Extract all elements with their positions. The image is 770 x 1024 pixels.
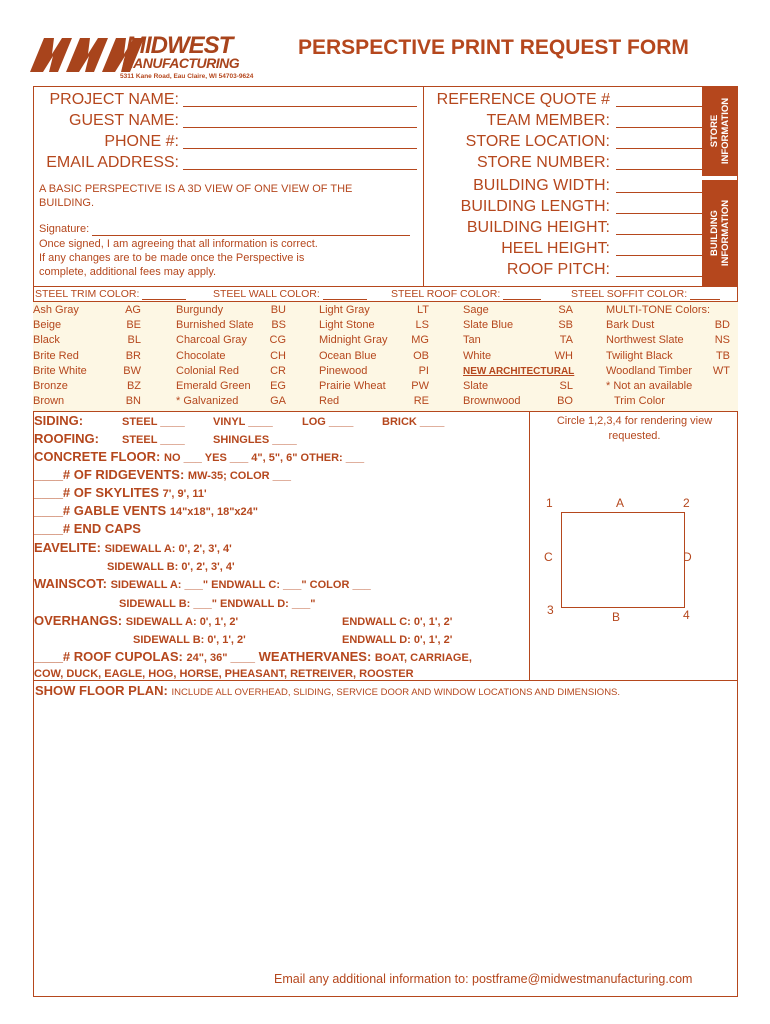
color-option — [319, 303, 429, 318]
building-tab-label: BUILDING INFORMATION — [709, 199, 731, 267]
skylites-options: 7', 9', 11' — [162, 488, 207, 500]
galvanized-note-1: * Not an available — [606, 379, 693, 392]
signature-note-2: If any changes are to be made once the Perspective is — [39, 252, 305, 264]
ridgevents-row — [34, 466, 291, 485]
color-name: Woodland Timber — [606, 364, 693, 377]
roofing-shingles-option: SHINGLES ____ — [213, 434, 297, 446]
color-option — [319, 349, 429, 364]
roof-pitch-field[interactable] — [616, 260, 704, 277]
store-location-row — [424, 132, 704, 152]
multi-tone-heading: MULTI-TONE Colors: — [606, 304, 711, 316]
gable-vents-options: 14"x18", 18"x24" — [169, 506, 258, 518]
color-name: Brownwood — [463, 395, 521, 408]
trim-color-row — [35, 288, 186, 300]
color-column-1 — [33, 303, 145, 409]
color-column-multitone — [606, 303, 732, 409]
color-name: Emerald Green — [176, 379, 251, 392]
soffit-color-row — [571, 288, 720, 300]
color-option — [463, 379, 573, 394]
page-title: PERSPECTIVE PRINT REQUEST FORM — [298, 36, 689, 59]
soffit-color-field[interactable] — [690, 289, 720, 300]
building-height-field[interactable] — [616, 218, 704, 235]
siding-vinyl-option: VINYL ____ — [213, 416, 273, 428]
color-option — [33, 379, 141, 394]
overhangs-endwall-c: ENDWALL C: 0', 1', 2' — [342, 616, 453, 628]
color-option — [319, 333, 429, 348]
overhangs-sidewall-b: SIDEWALL B: 0', 1', 2' — [133, 634, 246, 646]
color-code: CG — [269, 334, 286, 347]
galvanized-note-2: Trim Color — [614, 395, 665, 408]
siding-brick-option: BRICK ____ — [382, 416, 445, 428]
color-code: SL — [559, 379, 573, 392]
color-name: Midnight Gray — [319, 334, 388, 347]
floor-plan-drawing-area[interactable] — [35, 700, 735, 965]
color-option — [33, 349, 141, 364]
rendering-view-selector — [529, 412, 738, 680]
store-information-tab — [702, 86, 738, 176]
ridgevents-label: ____# OF RIDGEVENTS: — [34, 467, 185, 482]
color-option — [176, 379, 286, 394]
overhangs-row — [34, 612, 238, 631]
gable-vents-label: ____# GABLE VENTS — [34, 503, 167, 518]
roofing-steel-option: STEEL ____ — [122, 434, 185, 446]
color-code: BE — [126, 319, 141, 332]
wall-color-field[interactable] — [323, 289, 367, 300]
color-option — [606, 333, 730, 348]
color-code: SB — [558, 319, 573, 332]
color-option — [176, 349, 286, 364]
overhangs-endwall-d: ENDWALL D: 0', 1', 2' — [342, 634, 453, 646]
color-code: LS — [415, 319, 429, 332]
wall-label-d: D — [683, 550, 692, 564]
color-code: SA — [558, 304, 573, 316]
email-field[interactable] — [183, 153, 417, 170]
building-width-label: BUILDING WIDTH: — [473, 177, 610, 194]
roofing-label: ROOFING: — [34, 431, 99, 446]
perspective-note: A BASIC PERSPECTIVE IS A 3D VIEW OF ONE VIEW OF THE BUILDING. — [39, 183, 353, 209]
color-name: Charcoal Gray — [176, 334, 247, 347]
phone-field[interactable] — [183, 132, 417, 149]
color-name: Northwest Slate — [606, 334, 684, 347]
building-footprint — [561, 512, 685, 608]
color-code: BU — [270, 304, 286, 316]
color-code: AG — [125, 304, 141, 316]
color-option — [319, 364, 429, 379]
color-code: BS — [271, 319, 286, 332]
signature-label: Signature: — [39, 223, 90, 235]
roof-pitch-row — [424, 260, 704, 280]
building-length-row — [424, 197, 704, 217]
trim-color-label: STEEL TRIM COLOR: — [35, 288, 140, 300]
wainscot-label: WAINSCOT: — [34, 576, 107, 591]
color-selection-header — [33, 286, 738, 302]
wall-color-row — [213, 288, 367, 300]
store-location-field[interactable] — [616, 132, 704, 149]
color-name: Burnished Slate — [176, 319, 254, 332]
new-architectural-heading: NEW ARCHITECTURAL — [463, 365, 575, 377]
color-option — [176, 364, 286, 379]
signature-note-1: Once signed, I am agreeing that all information is correct. — [39, 238, 318, 250]
team-member-field[interactable] — [616, 111, 704, 128]
concrete-floor-row — [34, 448, 364, 467]
color-name: Ocean Blue — [319, 349, 377, 362]
roof-color-label: STEEL ROOF COLOR: — [391, 288, 501, 300]
siding-row — [34, 412, 83, 430]
building-information-tab — [702, 180, 738, 286]
email-label: EMAIL ADDRESS: — [46, 154, 179, 171]
eavelite-sidewall-b: SIDEWALL B: 0', 2', 3', 4' — [107, 561, 235, 573]
soffit-color-label: STEEL SOFFIT COLOR: — [571, 288, 688, 300]
wall-label-b: B — [612, 610, 621, 624]
overhangs-sidewall-a: SIDEWALL A: 0', 1', 2' — [125, 616, 239, 628]
wainscot-sidewall-a: SIDEWALL A: ___" ENDWALL C: ___" COLOR ___ — [110, 579, 371, 591]
color-name: Red — [319, 395, 340, 408]
end-caps-label: ____# END CAPS — [34, 521, 141, 536]
concrete-floor-label: CONCRETE FLOOR: — [34, 449, 161, 464]
heel-height-field[interactable] — [616, 239, 704, 256]
wall-label-a: A — [616, 496, 625, 510]
building-length-field[interactable] — [616, 197, 704, 214]
project-name-row — [41, 90, 417, 110]
color-option — [319, 394, 429, 409]
color-code: BO — [557, 395, 573, 408]
color-code: TB — [715, 349, 730, 362]
color-option — [463, 318, 573, 333]
color-code: BN — [125, 395, 141, 408]
project-name-label: PROJECT NAME: — [49, 91, 179, 108]
siding-steel-option: STEEL ____ — [122, 416, 185, 428]
siding-log-option: LOG ____ — [302, 416, 354, 428]
color-column-2 — [176, 303, 288, 409]
color-name: Tan — [463, 334, 481, 347]
color-option — [463, 303, 573, 318]
color-column-4 — [463, 303, 575, 409]
color-name: Brown — [33, 395, 65, 408]
floor-plan-label: SHOW FLOOR PLAN: — [35, 683, 168, 698]
weathervanes-options-2: COW, DUCK, EAGLE, HOG, HORSE, PHEASANT, RETREIVER, ROOSTER — [34, 668, 414, 680]
building-length-label: BUILDING LENGTH: — [460, 198, 610, 215]
project-name-field[interactable] — [183, 90, 417, 107]
weathervanes-options-1: BOAT, CARRIAGE, — [374, 652, 472, 664]
color-name: Colonial Red — [176, 364, 239, 377]
color-name: Slate Blue — [463, 319, 514, 332]
email-row — [37, 153, 417, 173]
team-member-label: TEAM MEMBER: — [486, 112, 610, 129]
phone-label: PHONE #: — [104, 133, 179, 150]
color-option — [319, 318, 429, 333]
siding-label: SIDING: — [34, 413, 84, 428]
color-name: * Galvanized — [176, 395, 239, 408]
phone-row — [41, 132, 417, 152]
color-name: Ash Gray — [33, 304, 79, 316]
color-name: Twilight Black — [606, 349, 673, 362]
building-height-label: BUILDING HEIGHT: — [466, 219, 610, 236]
cupolas-label: ____# ROOF CUPOLAS: — [34, 649, 183, 664]
overhangs-label: OVERHANGS: — [34, 613, 123, 628]
wainscot-row — [34, 575, 371, 594]
color-code: GA — [270, 395, 286, 408]
eavelite-label: EAVELITE: — [34, 540, 101, 555]
color-option — [176, 333, 286, 348]
color-name: Bark Dust — [606, 319, 655, 332]
project-info-section — [33, 86, 424, 286]
color-name: Pinewood — [319, 364, 368, 377]
color-name: Burgundy — [176, 304, 224, 316]
eavelite-row — [34, 539, 232, 558]
color-name: Black — [33, 334, 60, 347]
color-option — [33, 364, 141, 379]
color-code: MG — [411, 334, 429, 347]
color-code: BW — [123, 364, 141, 377]
roof-color-row — [391, 288, 541, 300]
roof-pitch-label: ROOF PITCH: — [506, 261, 610, 278]
reference-quote-field[interactable] — [616, 90, 704, 107]
color-option — [606, 318, 730, 333]
color-option — [33, 333, 141, 348]
color-code: BL — [127, 334, 141, 347]
company-address: 5311 Kane Road, Eau Claire, WI 54703-9624 — [120, 73, 254, 80]
color-name: Light Gray — [319, 304, 370, 316]
color-name: Prairie Wheat — [319, 379, 386, 392]
color-option — [176, 394, 286, 409]
signature-row — [39, 222, 410, 236]
guest-name-row — [41, 111, 417, 131]
store-number-label: STORE NUMBER: — [476, 154, 610, 171]
color-code: LT — [416, 304, 429, 316]
building-height-row — [424, 218, 704, 238]
color-option — [33, 318, 141, 333]
footer-email: Email any additional information to: postframe@midwestmanufacturing.com — [274, 972, 693, 986]
color-option — [463, 333, 573, 348]
color-code: BZ — [126, 379, 141, 392]
heel-height-label: HEEL HEIGHT: — [501, 240, 610, 257]
weathervanes-label: WEATHERVANES: — [258, 649, 372, 664]
store-number-field[interactable] — [616, 153, 704, 170]
store-location-label: STORE LOCATION: — [465, 133, 610, 150]
color-option — [33, 394, 141, 409]
color-code: CH — [270, 349, 286, 362]
color-code: BR — [125, 349, 141, 362]
ridgevents-options: MW-35; COLOR ___ — [187, 470, 291, 482]
view-corner-3[interactable]: 3 — [547, 603, 554, 617]
view-corner-1[interactable]: 1 — [546, 496, 553, 510]
color-code: WT — [712, 364, 730, 377]
concrete-floor-options: NO ___ YES ___ 4", 5", 6" OTHER: ___ — [164, 452, 365, 464]
store-number-row — [424, 153, 704, 173]
trim-color-field[interactable] — [142, 289, 186, 300]
wall-label-c: C — [544, 550, 553, 564]
floor-plan-note: INCLUDE ALL OVERHEAD, SLIDING, SERVICE DOOR AND WINDOW LOCATIONS AND DIMENSIONS. — [171, 687, 621, 698]
guest-name-field[interactable] — [183, 111, 417, 128]
color-option — [606, 364, 730, 379]
logo-text-top: MIDWEST — [126, 32, 233, 59]
color-code: RE — [413, 395, 429, 408]
view-instructions: Circle 1,2,3,4 for rendering view requested. — [556, 415, 713, 442]
color-name: Brite Red — [33, 349, 79, 362]
color-code: CR — [270, 364, 286, 377]
floor-plan-divider — [33, 680, 738, 681]
color-code: OB — [413, 349, 429, 362]
color-option — [176, 318, 286, 333]
color-code: PI — [418, 364, 429, 377]
signature-field[interactable] — [92, 224, 410, 236]
color-code: BD — [714, 319, 730, 332]
skylites-row — [34, 484, 207, 503]
eavelite-sidewall-a: SIDEWALL A: 0', 2', 3', 4' — [104, 543, 232, 555]
store-building-section — [424, 86, 738, 286]
color-name: Bronze — [33, 379, 68, 392]
building-width-field[interactable] — [616, 176, 704, 193]
reference-quote-row — [424, 90, 704, 110]
color-column-3 — [319, 303, 431, 409]
color-name: White — [463, 349, 492, 362]
color-name: Brite White — [33, 364, 87, 377]
color-code: TA — [559, 334, 573, 347]
gable-vents-row — [34, 502, 258, 521]
team-member-row — [424, 111, 704, 131]
color-name: Beige — [33, 319, 62, 332]
wall-color-label: STEEL WALL COLOR: — [213, 288, 320, 300]
logo-text-bottom: MANUFACTURING — [122, 55, 240, 71]
building-width-row — [424, 176, 704, 196]
signature-note-3: complete, additional fees may apply. — [39, 266, 217, 278]
color-option — [463, 349, 573, 364]
color-name: Sage — [463, 304, 489, 316]
color-option — [606, 349, 730, 364]
heel-height-row — [424, 239, 704, 259]
cupolas-options: 24", 36" ____ — [186, 652, 255, 664]
color-name: Slate — [463, 379, 489, 392]
floor-plan-header — [35, 683, 620, 698]
color-code: NS — [714, 334, 730, 347]
wainscot-sidewall-b: SIDEWALL B: ___" ENDWALL D: ___" — [119, 598, 316, 610]
skylites-label: ____# OF SKYLITES — [34, 485, 159, 500]
roof-color-field[interactable] — [503, 289, 541, 300]
color-code: EG — [270, 379, 286, 392]
color-name: Chocolate — [176, 349, 226, 362]
color-option — [176, 303, 286, 318]
reference-quote-label: REFERENCE QUOTE # — [436, 91, 610, 108]
view-corner-2[interactable]: 2 — [683, 496, 690, 510]
color-code: PW — [411, 379, 429, 392]
color-code: WH — [554, 349, 573, 362]
store-tab-label: STORE INFORMATION — [709, 97, 731, 165]
color-chart — [33, 302, 738, 412]
color-name: Light Stone — [319, 319, 375, 332]
guest-name-label: GUEST NAME: — [69, 112, 179, 129]
view-corner-4[interactable]: 4 — [683, 608, 690, 622]
color-option — [319, 379, 429, 394]
color-option — [463, 394, 573, 409]
color-option — [33, 303, 141, 318]
